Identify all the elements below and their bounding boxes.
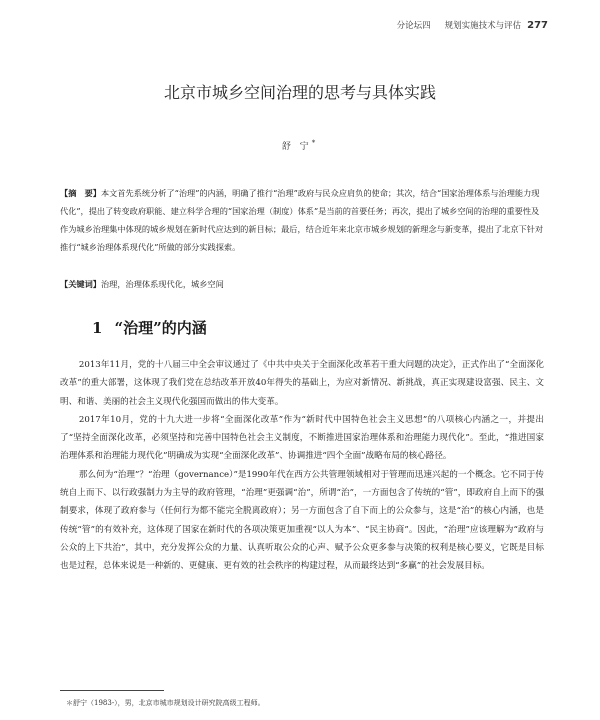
page-number: 277: [527, 20, 548, 31]
section-title: “治理”的内涵: [114, 319, 207, 337]
paper-title: 北京市城乡空间治理的思考与具体实践: [163, 83, 436, 102]
author-line: [0, 139, 600, 152]
header-column: 分论坛四: [396, 21, 431, 31]
paragraph: 那么何为“治理”？“治理（governance）”是1990年代在西方公共管理领域相对于管理而迅速兴起的一个概念。它不同于传统自上而下、以行政强制力为主导的政府管理，“治理”更强调“治”，所谓“治”，一方面包含了传统的“管”，即政府自上而下的强制要求，体现了政府参与（任何行为都不能完全脱离政府）；另一方面包含了自下而上的公众参与，这是“治”的核心内涵，也是传统“管”的有效补充，这体现了国家在新时代的各项决策更加重视“以人为本”、“民主协商”。因此，“治理”应该理解为“政府与公众的上下共治”，其中，充分发挥公众的力量、认真听取公众的心声、赋予公众更多参与决策的权利是核心要义，它既是目标也是过程，总体来说是一种新的、更健康、更有效的社会秩序的构建过程，从而最终达到“多赢”的社会发展目标。: [60, 469, 544, 572]
abstract-label: 【摘 要】: [60, 188, 101, 198]
paragraph: 2017年10月，党的十九大进一步将“全面深化改革”作为“新时代中国特色社会主义思想”的八项核心内涵之一，并提出了“坚持全面深化改革，必须坚持和完善中国特色社会主义制度，不断推进国家治理体系和治理能力现代化”。至此，“推进国家治理体系和治理能力现代化”明确成为实现“全面深化改革”、协调推进“四个全面”战略布局的核心路径。: [60, 414, 544, 462]
running-header: [397, 19, 548, 31]
section-heading: [92, 317, 207, 338]
abstract-text: 本文首先系统分析了“治理”的内涵，明确了推行“治理”政府与民众应肩负的使命；其次，结合“国家治理体系与治理能力现代化”，提出了转变政府职能、建立科学合理的“国家治理（制度）体系”是当前的首要任务；再次，提出了城乡空间的治理的重要性及作为城乡治理集中体现的城乡规划在新时代应达到的新目标；最后，结合近年来北京市城乡规划的新理念与新变革，提出了北京下针对推行“城乡治理体系现代化”所做的部分实践探索。: [60, 188, 544, 252]
body-text: [60, 356, 544, 576]
author-mark: *: [311, 139, 319, 147]
keywords-text: 治理，治理体系现代化，城乡空间: [100, 279, 224, 289]
keywords: [60, 275, 544, 293]
footnote-divider: [60, 690, 164, 691]
abstract: [60, 184, 544, 256]
footnote: ＊舒宁（1983-），男，北京市城市规划设计研究院高级工程师。: [66, 699, 265, 707]
section-number: 1: [92, 319, 103, 337]
header-section: 规划实施技术与评估: [444, 21, 522, 31]
author-name: 舒 宁: [281, 142, 312, 152]
paragraph: 2013年11月，党的十八届三中全会审议通过了《中共中央关于全面深化改革若干重大问题的决定》，正式作出了“全面深化改革”的重大部署，这体现了我们党在总结改革开放40年得失的基础上，为应对新情况、新挑战，真正实现建设富强、民主、文明、和谐、美丽的社会主义现代化强国而做出的伟大变革。: [60, 360, 544, 407]
keywords-label: 【关键词】: [60, 279, 101, 289]
